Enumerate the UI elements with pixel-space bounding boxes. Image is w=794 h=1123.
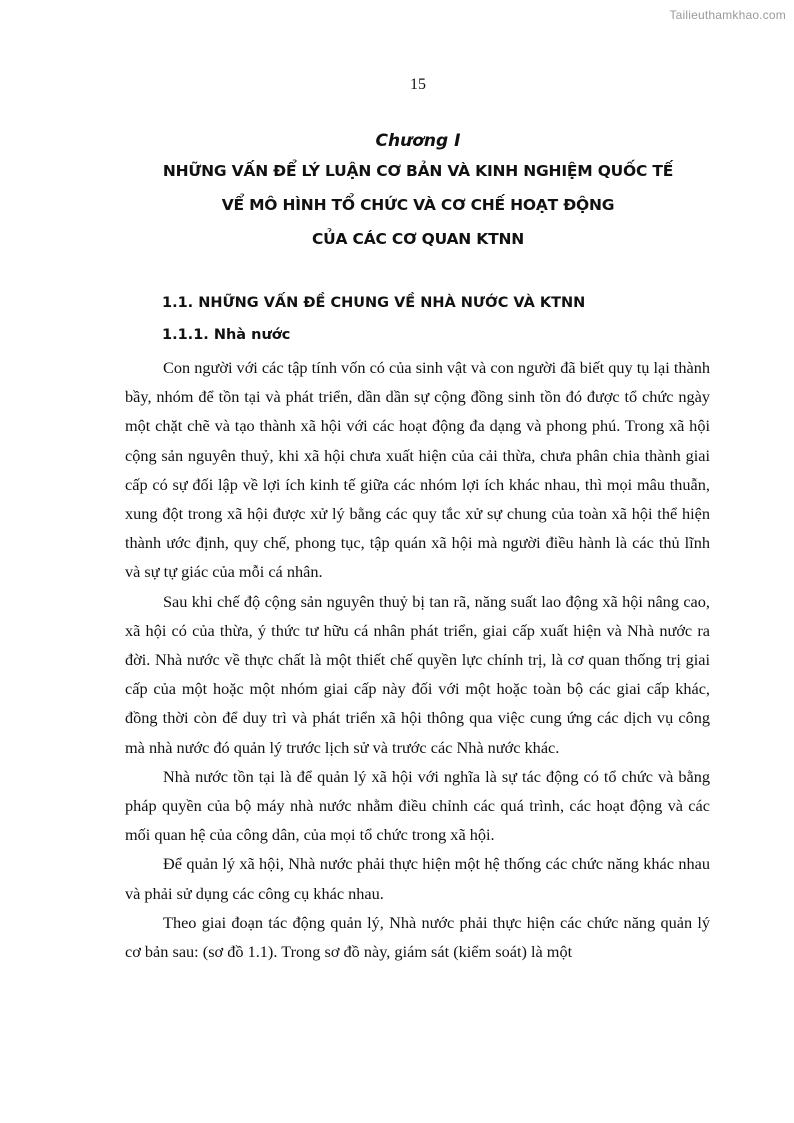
- chapter-title-line-1: NHỮNG VẤN ĐỂ LÝ LUẬN CƠ BẢN VÀ KINH NGHIỆM QUỐC TẾ: [162, 162, 674, 180]
- paragraph: Sau khi chế độ cộng sản nguyên thuỷ bị tan rã, năng suất lao động xã hội nâng cao, xã hội có của thừa, ý thức tư hữu cá nhân phát triển, giai cấp xuất hiện và Nhà nước ra đời. Nhà nước về thực chất là một thiết chế quyền lực chính trị, là cơ quan thống trị giai cấp của một hoặc một nhóm giai cấp này đối với một hoặc toàn bộ các giai cấp khác, đồng thời còn để duy trì và phát triển xã hội thông qua việc cung ứng các dịch vụ công mà nhà nước đó quản lý trước lịch sử và trước các Nhà nước khác.: [125, 591, 710, 757]
- paragraph: Để quản lý xã hội, Nhà nước phải thực hiện một hệ thống các chức năng khác nhau và phải sử dụng các công cụ khác nhau.: [125, 854, 710, 903]
- chapter-title-line-2: VỂ MÔ HÌNH TỔ CHỨC VÀ CƠ CHẾ HOẠT ĐỘNG: [221, 196, 615, 214]
- subsection-heading: 1.1.1. Nhà nước: [162, 327, 291, 343]
- chapter-label: Chương I: [375, 131, 461, 151]
- paragraph: Nhà nước tồn tại là để quản lý xã hội với nghĩa là sự tác động có tổ chức và bằng pháp quyền của bộ máy nhà nước nhằm điều chỉnh các quá trình, các hoạt động và các mối quan hệ của công dân, của mọi tổ chức trong xã hội.: [125, 766, 710, 845]
- watermark: Tailieuthamkhao.com: [669, 8, 786, 22]
- body-text: [125, 353, 710, 966]
- page-number: 15: [410, 76, 426, 93]
- chapter-title-line-3: CỦA CÁC CƠ QUAN KTNN: [312, 230, 524, 248]
- paragraph: Theo giai đoạn tác động quản lý, Nhà nước phải thực hiện các chức năng quản lý cơ bản sau: (sơ đồ 1.1). Trong sơ đồ này, giám sát (kiểm soát) là một: [125, 912, 710, 962]
- section-heading: 1.1. NHỮNG VẤN ĐỀ CHUNG VỀ NHÀ NƯỚC VÀ KTNN: [162, 295, 586, 311]
- paragraph: Con người với các tập tính vốn có của sinh vật và con người đã biết quy tụ lại thành bầy, nhóm để tồn tại và phát triển, dần dần sự cộng đồng sinh tồn đó được tổ chức ngày một chặt chẽ và tạo thành xã hội với các hoạt động đa dạng và phong phú. Trong xã hội cộng sản nguyên thuỷ, khi xã hội chưa xuất hiện của cải thừa, chưa phân chia thành giai cấp có sự đối lập về lợi ích kinh tế giữa các nhóm lợi ích khác nhau, thì mọi mâu thuẫn, xung đột trong xã hội được xử lý bằng các quy tắc xử sự chung của toàn xã hội thể hiện thành ước định, quy chế, phong tục, tập quán xã hội mà người điều hành là các thủ lĩnh và sự tự giác của mỗi cá nhân.: [125, 358, 710, 582]
